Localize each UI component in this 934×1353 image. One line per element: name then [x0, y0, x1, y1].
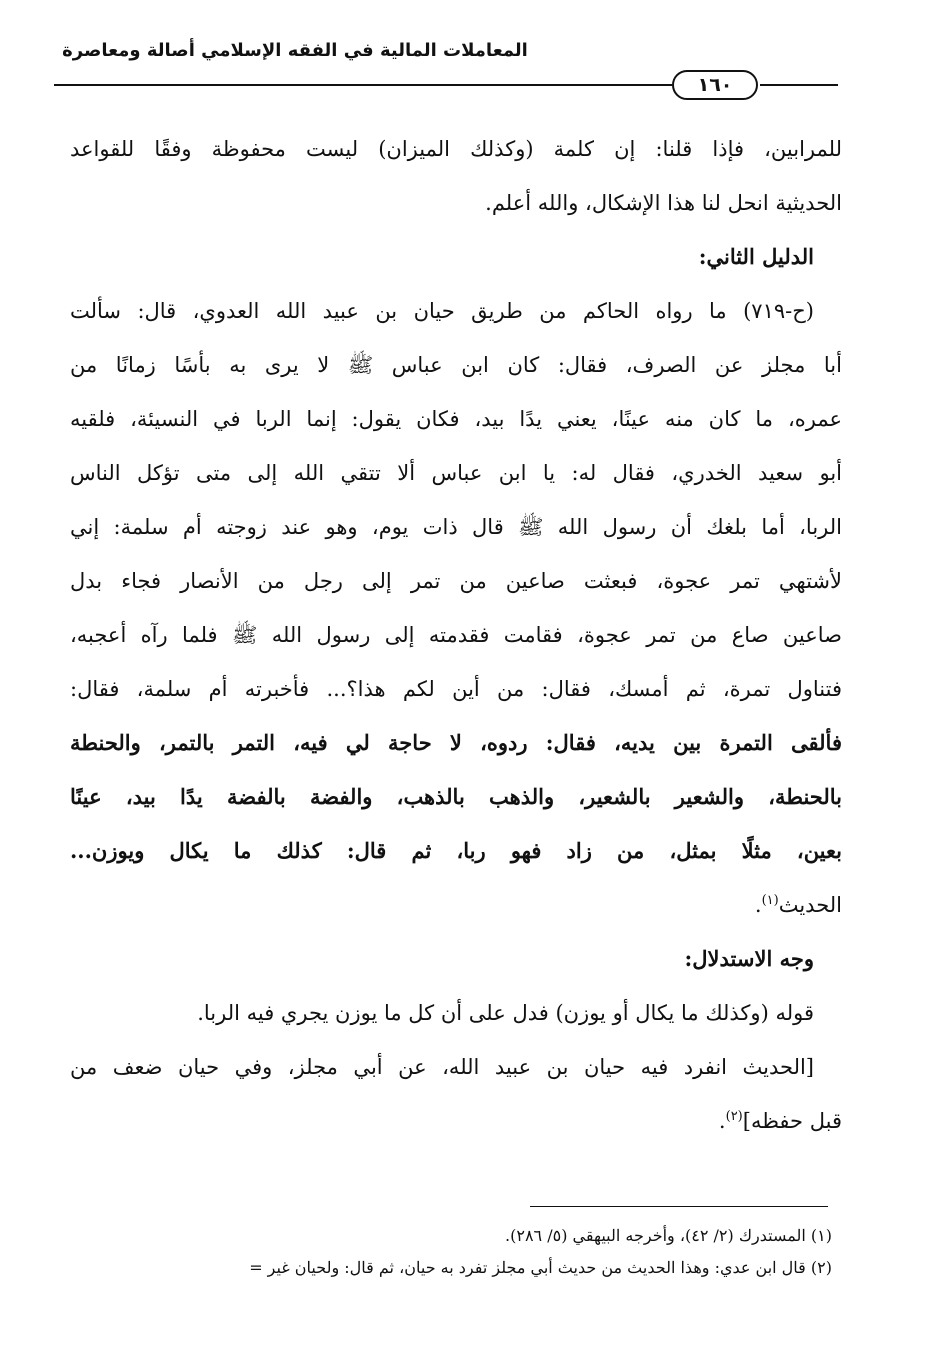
hadith-line: (ح-٧١٩) ما رواه الحاكم من طريق حيان بن عبيد الله العدوي، قال: سألت — [70, 299, 814, 323]
text-line: [الحديث انفرد فيه حيان بن عبيد الله، عن أبي مجلز، وفي حيان ضعف من — [70, 1055, 814, 1079]
text-line-bold: بالحنطة، والشعير بالشعير، والذهب بالذهب، والفضة بالفضة يدًا بيد، عينًا — [70, 784, 842, 809]
period: . — [754, 893, 762, 917]
text-line: الربا، أما بلغك أن رسول الله ﷺ قال ذات يوم، وهو عند زوجته أم سلمة: إني — [70, 515, 842, 539]
text-line: قوله (وكذلك ما يكال أو يوزن) فدل على أن كل ما يوزن يجري فيه الربا. — [197, 1001, 814, 1025]
page-number: ١٦٠ — [672, 70, 758, 100]
bracket-text: قبل حفظه] — [742, 1109, 842, 1133]
text-line-bold: فألقى التمرة بين يديه، فقال: ردوه، لا حاجة لي فيه، التمر بالتمر، والحنطة — [70, 730, 842, 755]
text-line: عمره، ما كان منه عينًا، يعني يدًا بيد، فكان يقول: إنما الربا في النسيئة، فلقيه — [70, 407, 842, 431]
footnote-ref-1: (١) — [761, 893, 779, 908]
text-line: أبا مجلز عن الصرف، فقال: كان ابن عباس ﷺ لا يرى به بأسًا زمانًا من — [70, 353, 842, 377]
footnote-2: (٢) قال ابن عدي: وهذا الحديث من حديث أبي مجلز تفرد به حيان، ثم قال: ولحيان غير = — [249, 1258, 832, 1277]
header-rule-right — [760, 84, 838, 86]
text-line: للمرابين، فإذا قلنا: إن كلمة (وكذلك الميزان) ليست محفوظة وفقًا للقواعد — [70, 137, 842, 161]
text-line: أبو سعيد الخدري، فقال له: يا ابن عباس ألا تتقي الله إلى متى تؤكل الناس — [70, 461, 842, 485]
period: . — [718, 1109, 726, 1133]
footnote-rule — [530, 1206, 828, 1207]
text-line: فتناول تمرة، ثم أمسك، فقال: من أين لكم هذا؟... فأخبرته أم سلمة، فقال: — [70, 677, 842, 701]
body-text — [70, 122, 842, 1148]
footnotes — [46, 1220, 832, 1284]
text-line: لأشتهي تمر عجوة، فبعثت صاعين من تمر إلى رجل من الأنصار فجاء بدل — [70, 569, 842, 593]
text-line-end — [70, 1094, 842, 1148]
hadith-word: الحديث — [778, 893, 842, 917]
header-rule-left — [54, 84, 672, 86]
text-line: الحديثية انحل لنا هذا الإشكال، والله أعلم. — [485, 191, 842, 215]
text-line-bold: بعين، مثلًا بمثل، من زاد فهو ربا، ثم قال: كذلك ما يكال ويوزن... — [70, 838, 842, 863]
text-line-end — [70, 878, 842, 932]
footnote-ref-2: (٢) — [725, 1109, 743, 1124]
text-line: صاعين صاع من تمر عجوة، فقامت فقدمته إلى رسول الله ﷺ فلما رآه أعجبه، — [70, 623, 842, 647]
section-heading: الدليل الثاني: — [698, 244, 814, 269]
running-title: المعاملات المالية في الفقه الإسلامي أصالة ومعاصرة — [62, 40, 528, 61]
footnote-1: (١) المستدرك (٢/ ٤٢)، وأخرجه البيهقي (٥/ ٢٨٦). — [505, 1226, 832, 1245]
section-heading: وجه الاستدلال: — [684, 946, 814, 971]
